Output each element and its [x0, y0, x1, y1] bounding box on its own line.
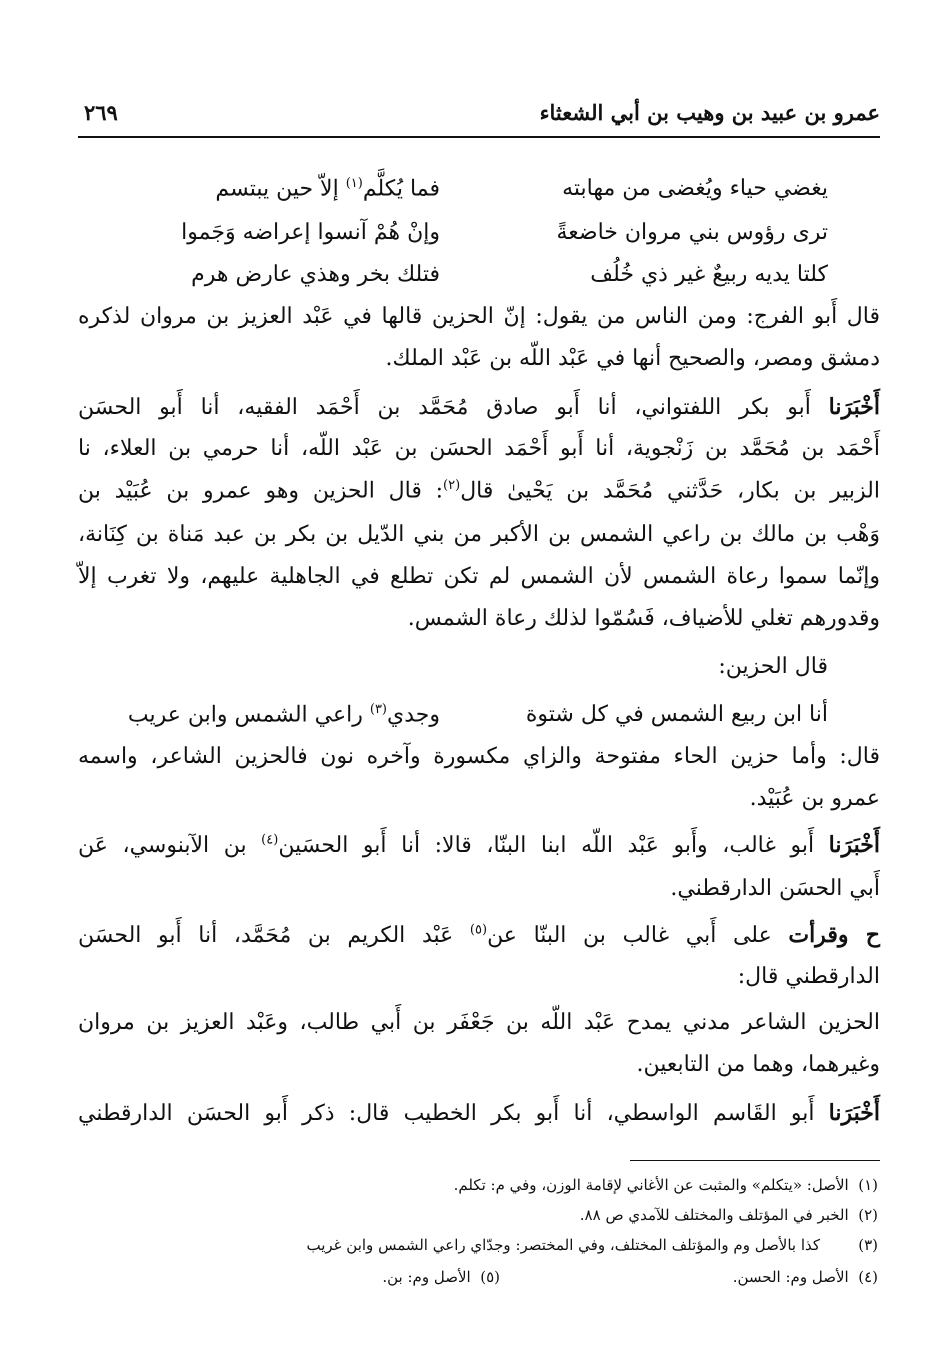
line-text: الزبير بن بكار، حَدَّثني مُحَمَّد بن يَحْيىٰ قال [460, 478, 880, 504]
footnote-number: (٥) [480, 1268, 500, 1286]
poem2-first-hemistich: أنا ابن ربيع الشمس في كل شتوة [525, 702, 828, 727]
footnote-1 [454, 1176, 878, 1194]
footnote-separator [630, 1160, 880, 1161]
footnote-number: (٣) [858, 1236, 878, 1254]
footnote-3 [307, 1236, 879, 1254]
akhbarana-lead: أَخْبَرَنا [828, 832, 880, 858]
isnad-line [78, 1100, 880, 1126]
hemistich-text: فما يُكلَّم [362, 176, 440, 202]
footnote-2 [580, 1206, 878, 1224]
footnote-marker: (١) [345, 176, 363, 191]
line-text: أَبو القَاسم الواسطي، أنا أَبو بكر الخطيب قال: ذكر أَبو الحسَن الدارقطني [78, 1101, 829, 1126]
qal-hazin-heading: قال الحزين: [718, 654, 828, 679]
footnote-text: كذا بالأصل وم والمؤتلف المختلف، وفي المختصر: وجدّاي راعي الشمس وابن غريب [306, 1236, 821, 1254]
isnad-line: وقدورهم تغلي للأضياف، فَسُمّوا لذلك رعاة الشمس. [407, 606, 880, 631]
akhbarana-lead: أَخْبَرَنا [828, 394, 880, 420]
footnote-5 [382, 1268, 500, 1286]
isnad-line: أَبي الحسَن الدارقطني. [670, 876, 880, 901]
isnad-line [78, 832, 880, 858]
poem2-second-hemistich [128, 702, 440, 727]
hemistich-text: إلاّ حين يبتسم [215, 176, 346, 202]
line-text: عَبْد الكريم بن مُحَمَّد، أنا أَبو الحسَن [78, 923, 470, 948]
isnad-line: وَهْب بن مالك بن راعي الشمس بن الأكبر من بني الدّيل بن بكر بن عبد مَناة بن كِنَانة، [78, 522, 880, 547]
wa-qaratu-lead: ح وقرأت [788, 922, 880, 948]
paragraph-line: عمرو بن عُبَيْد. [749, 786, 880, 811]
hemistich-text: راعي الشمس وابن عريب [127, 702, 370, 728]
paragraph-line: قال: وأما حزين الحاء مفتوحة والزاي مكسورة وآخره نون فالحزين الشاعر، واسمه [78, 744, 880, 769]
footnote-number: (١) [858, 1176, 878, 1194]
footnote-marker: (٣) [369, 702, 387, 717]
isnad-line: وإنّما سموا رعاة الشمس لأن الشمس لم تكن تطلع في الجاهلية عليهم، ولا تغرب إلاّ [78, 564, 880, 589]
header-title: عمرو بن عبيد بن وهيب بن أبي الشعثاء [539, 100, 880, 125]
poem1-line1-first-hemistich: يغضي حياء ويُغضى من مهابته [562, 176, 828, 201]
running-header [78, 96, 880, 138]
line-text: أَبو بكر اللفتواني، أنا أَبو صادق مُحَمَّد بن أَحْمَد الفقيه، أنا أَبو الحسَن [78, 395, 829, 420]
line-text: : قال الحزين وهو عمرو بن عُبَيْد بن [78, 478, 444, 504]
paragraph-line: الحزين الشاعر مدني يمدح عَبْد اللّه بن جَعْفَر بن أَبي طالب، وعَبْد العزيز بن مروان [78, 1010, 880, 1035]
line-text: أَبو غالب، وأَبو عَبْد اللّه ابنا البنّا، قالا: أنا أَبو الحسَين [278, 833, 829, 858]
footnote-4 [733, 1268, 878, 1286]
paragraph-line: دمشق ومصر، والصحيح أنها في عَبْد اللّه بن عَبْد الملك. [385, 346, 880, 371]
page-number: ٢٦٩ [84, 100, 118, 125]
poem1-line3-second-hemistich: فتلك بخر وهذي عارض هرم [191, 262, 440, 287]
footnote-number: (٤) [858, 1268, 878, 1286]
paragraph-line: قال أَبو الفرج: ومن الناس من يقول: إنّ الحزين قالها في عَبْد العزيز بن مروان لذكره [78, 304, 880, 329]
footnote-marker: (٢) [443, 478, 461, 493]
poem1-line1-second-hemistich [215, 176, 440, 201]
footnote-text: الأصل: «يتكلم» والمثبت عن الأغاني لإقامة الوزن، وفي م: تكلم. [453, 1176, 849, 1194]
isnad-line [78, 478, 880, 503]
akhbarana-lead: أَخْبَرَنا [828, 1100, 880, 1126]
line-text: بن الآبنوسي، عَن [78, 833, 262, 858]
paragraph-line: وغيرهما، وهما من التابعين. [636, 1052, 880, 1077]
poem1-line2-second-hemistich: وإنْ هُمْ آنسوا إعراضه وَجَموا [181, 220, 440, 245]
hemistich-text: وجدي [387, 702, 440, 728]
footnote-text: الأصل وم: الحسن. [732, 1268, 849, 1286]
poem1-line3-first-hemistich: كلتا يديه ربيعٌ غير ذي خُلُف [590, 262, 828, 287]
isnad-line [78, 922, 880, 948]
footnote-text: الأصل وم: بن. [382, 1268, 471, 1286]
isnad-line: أَحْمَد بن مُحَمَّد بن زَنْجوية، أنا أَبو أَحْمَد الحسَن بن عَبْد اللّه، أنا حرمي بن العلاء، نا [78, 436, 880, 461]
isnad-line [78, 394, 880, 420]
isnad-line: الدارقطني قال: [737, 964, 880, 989]
footnote-marker: (٤) [261, 832, 279, 848]
poem1-line2-first-hemistich: ترى رؤوس بني مروان خاضعةً [556, 220, 828, 245]
line-text: على أَبي غالب بن البنّا عن [487, 923, 789, 948]
footnote-number: (٢) [858, 1206, 878, 1224]
footnote-text: الخبر في المؤتلف والمختلف للآمدي ص ٨٨. [579, 1206, 849, 1224]
footnote-marker: (٥) [469, 922, 488, 938]
